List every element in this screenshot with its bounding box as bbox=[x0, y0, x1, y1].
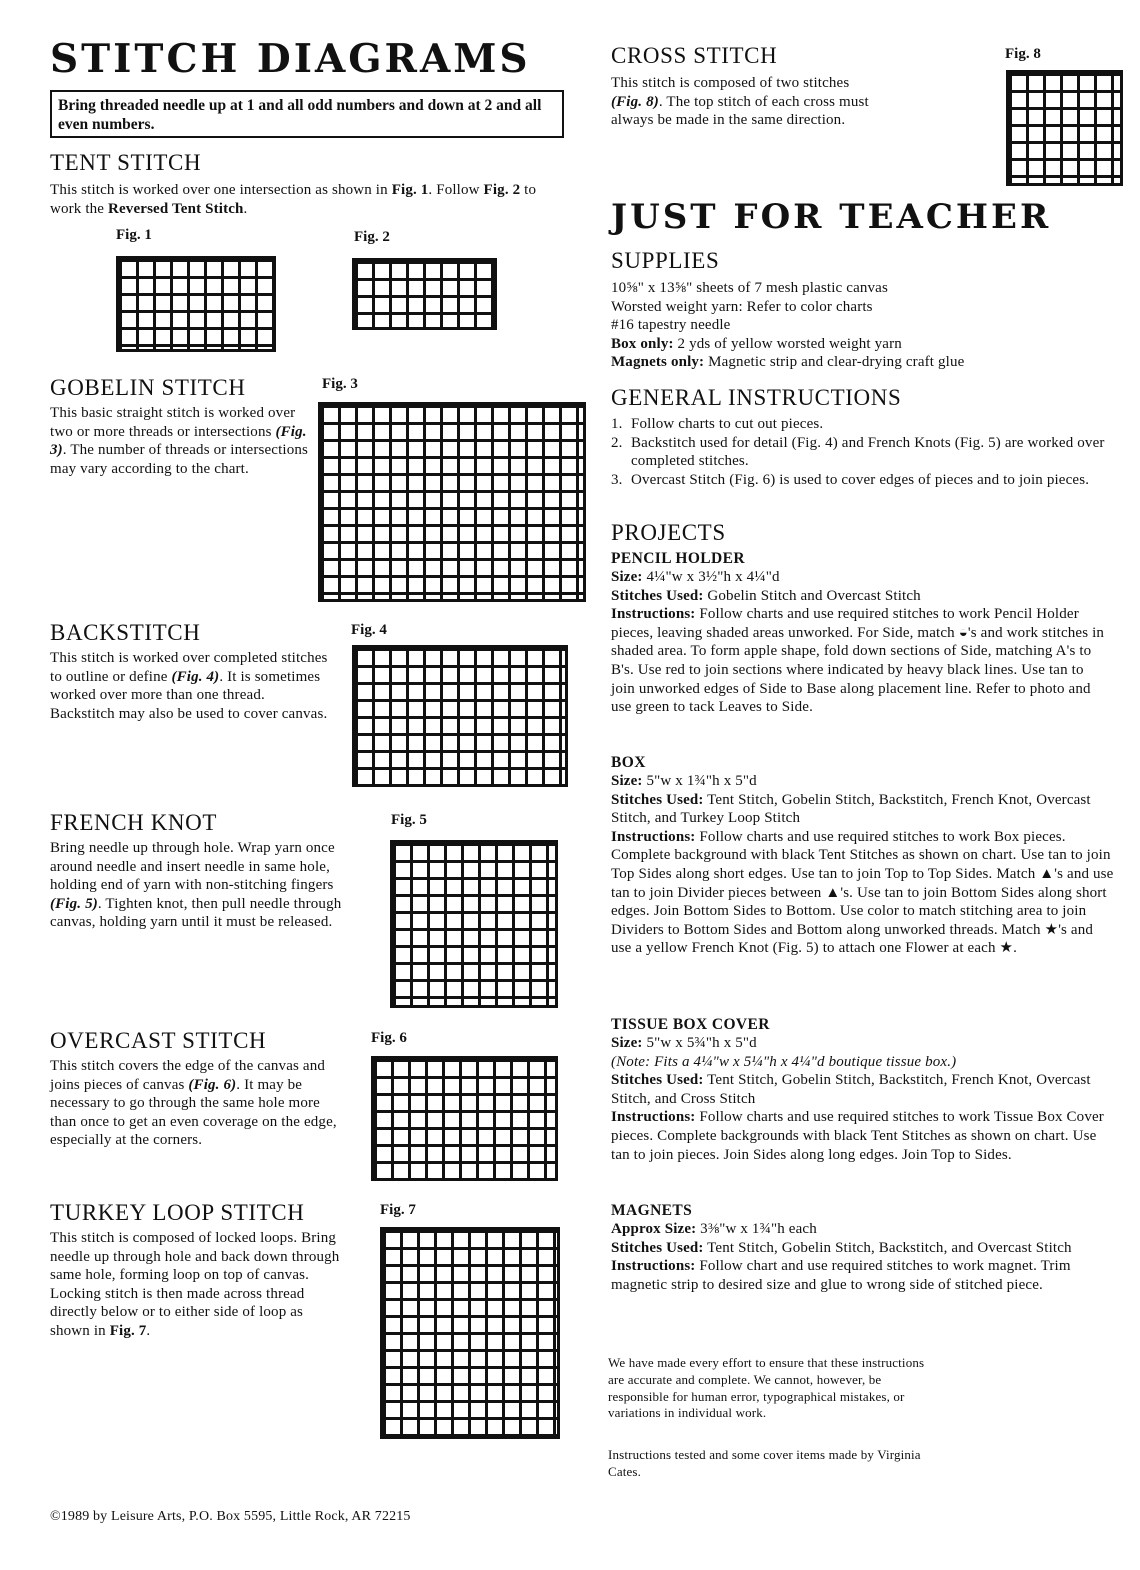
fig-3-diagram bbox=[318, 402, 586, 602]
general-instructions-list bbox=[611, 415, 1111, 489]
fig-4-diagram bbox=[352, 645, 568, 787]
supplies-list bbox=[611, 279, 1111, 372]
disclaimer: We have made every effort to ensure that these instructions are accurate and complete. We cannot, however, be responsible for human error, typographical mistakes, or variations in individual work. bbox=[608, 1355, 925, 1421]
supply-item: 10⅝" x 13⅝" sheets of 7 mesh plastic canvas bbox=[611, 280, 888, 296]
text-tent-stitch: This stitch is worked over one intersection as shown in Fig. 1. Follow Fig. 2 to work the Reversed Tent Stitch. bbox=[50, 182, 537, 217]
copyright-line: ©1989 by Leisure Arts, P.O. Box 5595, Little Rock, AR 72215 bbox=[50, 1509, 411, 1524]
supply-item: Box only: 2 yds of yellow worsted weight yarn bbox=[611, 335, 902, 352]
fig-3-label: Fig. 3 bbox=[322, 376, 358, 392]
fig-1-diagram bbox=[116, 256, 276, 352]
instruction-item: 1. Follow charts to cut out pieces. bbox=[611, 416, 824, 432]
fig-8-label: Fig. 8 bbox=[1005, 46, 1041, 62]
text-backstitch: This stitch is worked over completed stitches to outline or define (Fig. 4). It is sometimes worked over more than one thread. Backstitch may also be used to cover canvas. bbox=[50, 650, 328, 722]
fig-4-label: Fig. 4 bbox=[351, 622, 387, 638]
instruction-item: 3. Overcast Stitch (Fig. 6) is used to cover edges of pieces and to join pieces. bbox=[611, 471, 1090, 488]
fig-6-diagram bbox=[371, 1056, 558, 1181]
fig-7-diagram bbox=[380, 1227, 560, 1439]
project-magnets: MAGNETS Approx Size: 3⅜"w x 1¾"h each Stitches Used: Tent Stitch, Gobelin Stitch, Backstitch, and Overcast Stitch Instructions: Follow chart and use required stitches to work magnet. Trim magnetic strip to desired size and glue to wrong side of stitched piece. bbox=[611, 1202, 1115, 1294]
supply-item: #16 tapestry needle bbox=[611, 317, 731, 334]
fig-1-label: Fig. 1 bbox=[116, 227, 152, 243]
project-pencil-holder: PENCIL HOLDER Size: 4¼"w x 3½"h x 4¼"d Stitches Used: Gobelin Stitch and Overcast Stitch Instructions: Follow charts and use required stitches to work Pencil Holder pieces, leaving shaded areas unworked. For Side, match ◒'s and work stitches in shaded area. To form apple shape, fold down sections of Side, matching A's to B's. Use red to join sections where indicated by heavy black lines. Use tan to join unworked edges of Side to Base along placement line. Refer to photo and use green to tack Leaves to Side. bbox=[611, 550, 1111, 717]
heading-backstitch: BACKSTITCH bbox=[50, 620, 201, 645]
heading-projects: PROJECTS bbox=[611, 520, 726, 545]
heading-turkey-loop-stitch: TURKEY LOOP STITCH bbox=[50, 1200, 305, 1225]
section-title-just-for-teacher: JUST FOR TEACHER bbox=[611, 197, 1052, 237]
text-gobelin-stitch: This basic straight stitch is worked over two or more threads or intersections (Fig. 3). The number of threads or intersections may vary according to the chart. bbox=[50, 405, 309, 477]
fig-5-label: Fig. 5 bbox=[391, 812, 427, 828]
fig-2-diagram bbox=[352, 258, 497, 330]
instruction-note-box: Bring threaded needle up at 1 and all odd numbers and down at 2 and all even numbers. bbox=[50, 90, 564, 138]
heading-french-knot: FRENCH KNOT bbox=[50, 810, 217, 835]
heading-supplies: SUPPLIES bbox=[611, 248, 720, 273]
project-title: TISSUE BOX COVER bbox=[611, 1016, 770, 1033]
fig-7-label: Fig. 7 bbox=[380, 1202, 416, 1218]
heading-general-instructions: GENERAL INSTRUCTIONS bbox=[611, 385, 902, 410]
page-title-stitch-diagrams: STITCH DIAGRAMS bbox=[50, 36, 531, 82]
text-french-knot: Bring needle up through hole. Wrap yarn once around needle and insert needle in same hole, holding end of yarn with non-stitching fingers (Fig. 5). Tighten knot, then pull needle through canvas, holding yarn until it must be released. bbox=[50, 840, 342, 931]
credit-line: Instructions tested and some cover items made by Virginia Cates. bbox=[608, 1447, 921, 1479]
fig-5-diagram bbox=[390, 840, 558, 1008]
instruction-item: 2. Backstitch used for detail (Fig. 4) and French Knots (Fig. 5) are worked over completed stitches. bbox=[611, 434, 1105, 470]
heading-overcast-stitch: OVERCAST STITCH bbox=[50, 1028, 267, 1053]
text-cross-stitch: This stitch is composed of two stitches (Fig. 8). The top stitch of each cross must always be made in the same direction. bbox=[611, 75, 869, 129]
project-title: MAGNETS bbox=[611, 1202, 693, 1219]
text-turkey-loop-stitch: This stitch is composed of locked loops. Bring needle up through hole and back down through same hole, forming loop on top of canvas. Locking stitch is then made across thread directly below or to either side of loop as shown in Fig. 7. bbox=[50, 1230, 340, 1339]
text-overcast-stitch: This stitch covers the edge of the canvas and joins pieces of canvas (Fig. 6). It may be necessary to go through the same hole more than once to get an even coverage on the edge, especially at the corners. bbox=[50, 1058, 337, 1149]
heading-cross-stitch: CROSS STITCH bbox=[611, 43, 778, 68]
project-box: BOX Size: 5"w x 1¾"h x 5"d Stitches Used: Tent Stitch, Gobelin Stitch, Backstitch, French Knot, Overcast Stitch, and Turkey Loop Stitch Instructions: Follow charts and use required stitches to work Box pieces. Complete background with black Tent Stitches as shown on chart. Use tan to join Top Sides along short edges. Use tan to join Top to Top Sides. Match ▲'s and use tan to join Divider pieces between ▲'s. Use tan to join Bottom Sides along short edges. Join Bottom Sides to Bottom. Use color to match stitching area to join Dividers to Bottom Sides and Bottom along unworked threads. Match ★'s and use a yellow French Knot (Fig. 5) to attach one Flower at each ★. bbox=[611, 754, 1114, 957]
fig-6-label: Fig. 6 bbox=[371, 1030, 407, 1046]
supply-item: Worsted weight yarn: Refer to color charts bbox=[611, 298, 873, 315]
project-title: BOX bbox=[611, 754, 646, 771]
heading-tent-stitch: TENT STITCH bbox=[50, 150, 202, 175]
fig-8-diagram bbox=[1006, 70, 1123, 186]
project-tissue-box-cover: TISSUE BOX COVER Size: 5"w x 5¾"h x 5"d (Note: Fits a 4¼"w x 5¼"h x 4¼"d boutique tissue box.) Stitches Used: Tent Stitch, Gobelin Stitch, Backstitch, French Knot, Overcast Stitch, and Cross Stitch Instructions: Follow charts and use required stitches to work Tissue Box Cover pieces. Complete backgrounds with black Tent Stitches as shown on chart. Use tan to join pieces. Join Sides along long edges. Join Top to Sides. bbox=[611, 1016, 1115, 1164]
heading-gobelin-stitch: GOBELIN STITCH bbox=[50, 375, 246, 400]
project-title: PENCIL HOLDER bbox=[611, 550, 745, 567]
supply-item: Magnets only: Magnetic strip and clear-drying craft glue bbox=[611, 354, 965, 371]
fig-2-label: Fig. 2 bbox=[354, 229, 390, 245]
